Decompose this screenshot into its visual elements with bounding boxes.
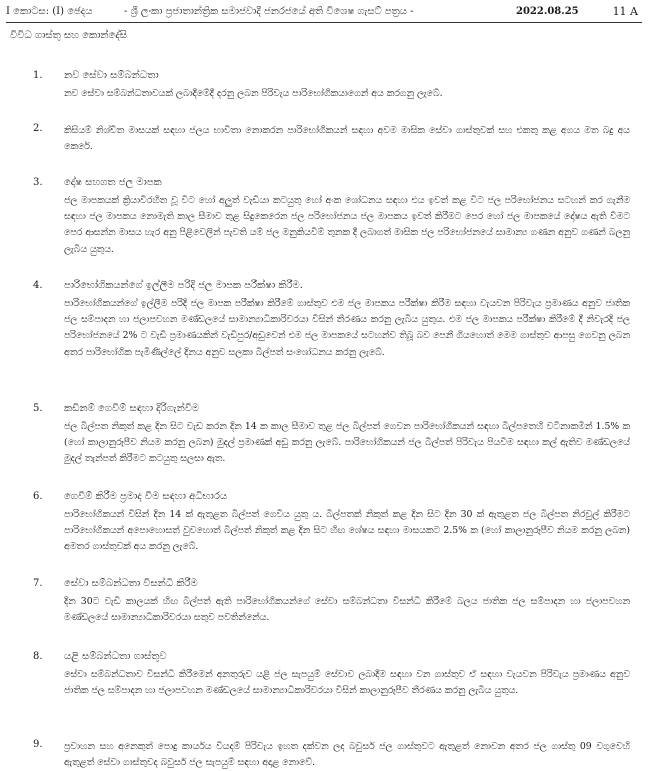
item-number: 2. [33,123,43,134]
item-heading: කඩිනම් ගෙවීම් සඳහා දිරිගැන්වීම [64,403,200,414]
item-body: පාරිභෝගිකයන්ගේ ඉල්ලීම පරිදි ජල මාපක පරීක්ෂා කිරීමේ ගාස්තුව එම ජල මාපකය පරීක්ෂා කිරීම සඳහා වැයවන පිරිවැය ප්‍රමාණය අනුව ජාතික ජල සම්පාදන හා ජලාපවහන මණ්ඩලයේ සාමාන්‍යාධිකාරිවරයා විසින් තීරණය කරනු ලැබිය යුතුය. එම ජල මාපකය පරීක්ෂා කිරීමේ දී නිවැරදි ජල පරිභෝජනයේ 2% ට වැඩි ප්‍රමාණයකින් වැඩිපුර/අඩුවෙන් එම ජල මාපකයේ සටහන්ව තිබූ බව පෙනී ගියහොත් මෙම ගාස්තුව ආපසු ගෙවනු ලබන අතර පාරිභෝගික පැමිණිල්ලේ දිනය අනුව සලකා බිල්පත් සංශෝධනය කරනු ලැබේ. [64,298,630,358]
item-body: පාරිභෝගිකයන් විසින් දින 14 ක් ඇතුළත බිල්පත් ගෙවිය යුතු ය. බිල්පතක් නිකුත් කළ දින සිට දින 30 ක් ඇතුළත ජල බිල්පත නිරවුල් කිරීමට පාරිභෝගිකයන් අපොහොසත් වුවහොත් බිල්පත් නිකුත් කළ දින සිට හිඟ ශේෂය සඳහා මාසයකට 2.5% ක (හෝ කාලානුරූපීව නියම කරනු ලබන) අමතර ගාස්තුවක් අය කරනු ලැබේ. [64,509,630,553]
item-number: 3. [33,177,43,188]
item-body: නව සේවා සම්බන්ධතාවයක් ලබාදීමේදී දරනු ලබන පිරිවැය පාරිභෝගිකයාගෙන් අය කරගනු ලැබේ. [64,88,443,99]
gazette-date: 2022.08.25 [516,6,579,17]
item-number: 1. [33,70,43,81]
item-heading: ගෙවීම් කිරීම ප්‍රමාද වීම සඳහා අධිභාරය [64,491,228,502]
item-body: ජල බිල්පත නිකුත් කළ දින සිට වැඩ කරන දින 14 ක කාල සීමාව තුළ ජල බිල්පත් ගෙවන පාරිභෝගිකයන් සඳහා බිල්පතෙහි වටිනාකමින් 1.5% ක (හෝ කාලානුරූපීව නියම කරනු ලබන) මුදල් ප්‍රමාණක් අඩු කරනු ලැබේ. පාරිභෝගිකයන් ජල බිල්පත් පිරිවැය පියවීම සඳහා කල් ඇතිව මණ්ඩලයේ මුදල් තැන්පත් කිරීමට කටයුතු සලසා ඇත. [64,421,630,465]
item-number: 9. [33,739,43,750]
item-number: 6. [33,491,43,502]
page-number: 11 A [612,5,638,18]
item-heading: නව සේවා සම්බන්ධතා [64,70,159,81]
section-title: විවිධ ගාස්තු සහ කොන්දේසි [10,30,127,41]
part-label: I කොටස: (I) ඡෙදය [6,6,93,17]
gazette-header [6,4,642,20]
item-heading: පාරිභෝගිකයන්ගේ ඉල්ලීම පරිදි ජල මාපක පරීක්ෂා කිරීම. [64,280,303,291]
item-number: 4. [33,280,43,291]
item-body: සේවා සම්බන්ධතාව විසන්ධි කිරීමෙන් අනතුරුව යළි ජල සැපයුම් සේවාව ලබාදීම සඳහා වන ගාස්තුව ඒ සඳහා වැයවන පිරිවැය ප්‍රමාණය අනුව ජාතික ජල සම්පාදන හා ජලාපවහන මණ්ඩලයේ සාමාන්‍යාධිකාරිවරයා විසින් කාලානුරූපීව තීරණය කරනු ලැබිය යුතුය. [64,669,630,697]
item-body: ප්‍රවාහන සහ අනෙකුත් පොදු කාර්යය වියදම් පිරිවැය ඉහත දක්වන ලද බවුසර් ජල ගාස්තුවට ඇතුළත් නොවන අතර ජල ගාස්තු 09 වගුවෙහි ඇතුළත් සේවා ගාස්තුවද බවුසර් ජල සැපයුම් සඳහා අදාළ නොවේ. [64,741,630,769]
item-body: ජල මාපකයක් ක්‍රියාවිරහිත වූ විට හෝ අලුත් වැඩියා කටයුතු හෝ අංක ශෝධනය සඳහා එය ඉවත් කළ විට ජල පරිභෝජනය සටහන් කර ගැනීම සඳහා ජල මාපකය නොමැති කාල සීමාව තුළ සිදුකෙරෙන ජල පරිභෝජනය ජල මාපකය ඉවත් කිරීමට පෙර හෝ ජල මාපකයේ දෝෂය ඇති වීමට පෙර ආසන්න මාසය හැර අනු පිළිවෙලින් පැවති යම් ජල මනුකියවීම් තුනක දී ලබාගත් මාසික ජල පරිභෝජනයේ සාමාන්‍ය ගණන අනුව ගණන් බලනු ලැබිය යුතුය. [64,195,630,255]
header-rule [6,22,642,23]
item-number: 5. [33,403,43,414]
item-body: කිසියම් නිශ්චිත මාසයක් සඳහා ජලය භාවිතා නොකරන පාරිභෝගිකයන් සඳහා අවම මාසික සේවා ගාස්තුවක් සහ එකතු කළ අගය මත බදු අය කෙරේ. [64,125,630,153]
item-body: දින 30ට වැඩි කාලයක් හිඟ බිල්පත් ඇති පාරිභෝගිකයන්ගේ සේවා සම්බන්ධතා විසන්ධි කිරීමේ බලය ජාතික ජල සම්පාදන හා ජලාපවහන මණ්ඩලයේ සාමාන්‍යාධිකාරිවරයා සතුව පවතින්නේය. [64,596,630,624]
item-heading: සේවා සම්බන්ධතා විසන්ධි කිරීම [64,578,198,589]
item-number: 7. [33,578,43,589]
item-heading: දෝෂ සහගත ජල මාපක [64,177,162,188]
gazette-title: - ශ්‍රී ලංකා ප්‍රජාතාන්ත්‍රික සමාජවාදී ජනරජයේ අති විශෙෂ ගැසට් පත්‍රය - [124,6,414,17]
item-heading: යළි සම්බන්ධතා ගාස්තුව [64,651,167,662]
item-number: 8. [33,651,43,662]
